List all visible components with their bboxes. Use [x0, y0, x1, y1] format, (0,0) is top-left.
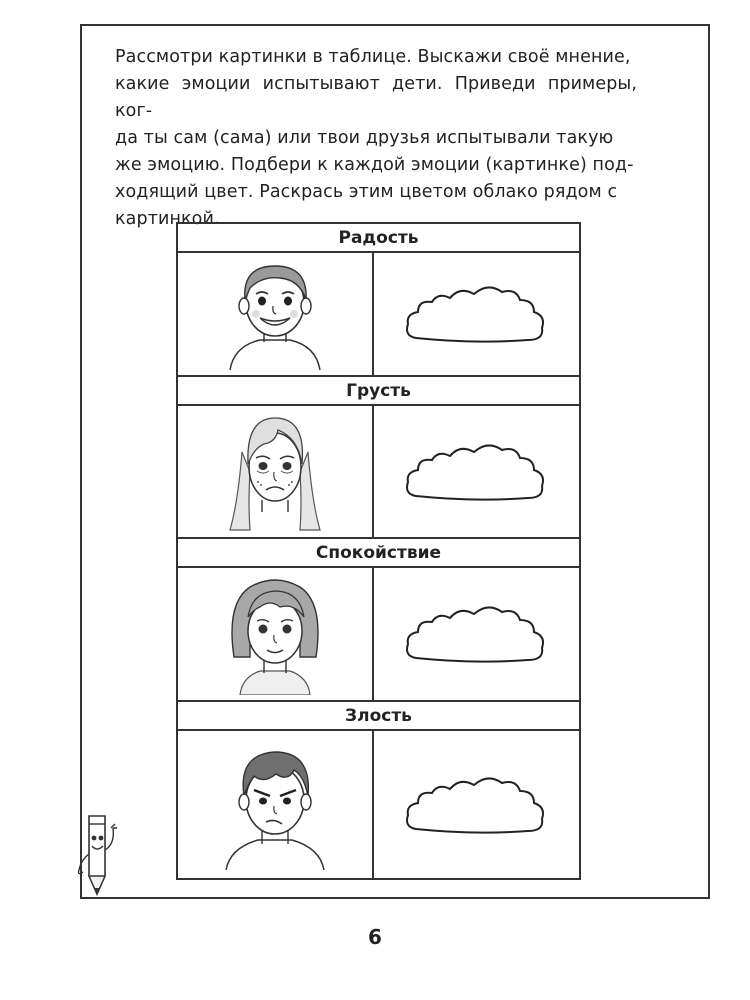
- cloud-cell: [374, 568, 579, 700]
- emotion-header-joy: [178, 224, 579, 253]
- emotion-row-anger: [178, 731, 579, 878]
- face-cell: [178, 568, 374, 700]
- emotion-row-calm: [178, 568, 579, 700]
- emotion-row-joy: [178, 253, 579, 375]
- cloud-cell: [374, 253, 579, 375]
- emotion-label: Грусть: [346, 380, 411, 401]
- emotion-label: Радость: [338, 227, 419, 248]
- emotion-header-anger: [178, 700, 579, 731]
- page-number: 6: [368, 925, 382, 949]
- cloud-outline-icon: [404, 773, 549, 837]
- happy-boy-face-icon: [220, 258, 330, 370]
- face-cell: [178, 406, 374, 537]
- cloud-outline-icon: [404, 282, 549, 346]
- sad-girl-face-icon: [220, 412, 330, 532]
- cloud-outline-icon: [404, 440, 549, 504]
- emotions-table: [176, 222, 581, 880]
- instruction-line: ходящий цвет. Раскрась этим цветом облако рядом с: [115, 182, 618, 202]
- instruction-line: Рассмотри картинки в таблице. Выскажи своё мнение,: [115, 47, 631, 67]
- instruction-line: да ты сам (сама) или твои друзья испытывали такую: [115, 128, 614, 148]
- cloud-cell: [374, 406, 579, 537]
- pencil-mascot-icon: [75, 810, 125, 900]
- calm-girl-face-icon: [220, 573, 330, 695]
- emotion-row-sadness: [178, 406, 579, 537]
- emotion-header-sadness: [178, 375, 579, 406]
- emotion-label: Злость: [345, 705, 412, 726]
- face-cell: [178, 731, 374, 878]
- task-instructions: [115, 44, 637, 233]
- face-cell: [178, 253, 374, 375]
- cloud-cell: [374, 731, 579, 878]
- instruction-line: какие эмоции испытывают дети. Приведи примеры, ког-: [115, 74, 637, 121]
- instruction-line: же эмоцию. Подбери к каждой эмоции (картинке) под-: [115, 155, 634, 175]
- instruction-line: картинкой.: [115, 209, 220, 229]
- cloud-outline-icon: [404, 602, 549, 666]
- emotion-label: Спокойствие: [315, 542, 442, 563]
- angry-boy-face-icon: [220, 740, 330, 870]
- emotion-header-calm: [178, 537, 579, 568]
